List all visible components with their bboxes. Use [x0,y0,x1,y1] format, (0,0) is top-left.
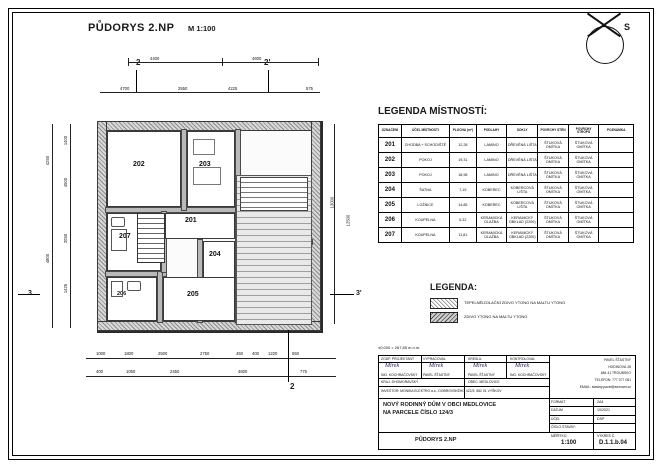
name-drawn: PAVEL ŠŤASTNÝ [423,373,450,377]
dim-top-outer-0: 4400 [150,56,160,61]
cell-skirting: KERAMICKÝ OBKLAD (2200) [507,213,538,228]
cell-walls: ŠTUKOVÁ OMÍTKA [538,228,569,243]
dim-bottom2-2: 2450 [170,369,180,374]
legend-swatch-masonry [430,312,458,323]
dim-bottom-1: 1800 [124,351,134,356]
value-date: 10/2021 [597,408,610,412]
th-walls: POVRCHY STĚN [538,125,569,138]
cell-walls: ŠTUKOVÁ OMÍTKA [538,213,569,228]
legend-swatch-insulating-masonry [430,298,458,309]
label-project-no: ČÍSLO STAVBY: [551,425,576,429]
legend-label-0: TEPELNĚIZOLAČNÍ ZDIVO YTONG NA MALTU YTONG [464,300,566,305]
dim-left-inner-0: 1400 [63,135,69,146]
label-purpose: ÚČEL [551,417,561,421]
cell-ceiling: ŠTUKOVÁ OMÍTKA [568,168,599,183]
cell-floor: KERAMICKÁ DLAŽBA [476,213,507,228]
th-note: POZNÁMKA [599,125,634,138]
dim-bottom-5: 400 [252,351,259,356]
cell-note [599,138,634,153]
dim-line-bottom-1 [86,358,336,359]
title-block-right [549,398,635,449]
room-label-207: 207 [119,233,131,240]
cell-code: 203 [379,168,402,183]
cell-name: LOŽNICE [401,198,449,213]
cell-floor: KOBEREC [476,198,507,213]
cell-area: 12,28 [450,138,477,153]
dim-bottom-7: 650 [292,351,299,356]
rooms-legend-table [378,124,634,243]
drawing-title-cell [379,432,549,449]
name-designer: ING. KOCHRAČOVSKÝ [381,373,418,377]
cell-area: 14,85 [450,198,477,213]
label-drew: KRESLIL [468,357,482,361]
dim-line-left-2 [70,124,71,328]
dim-line-top-2 [100,92,320,93]
value-drawing-number: D.1.1.b.04 [599,440,628,446]
cell-area: 11,81 [450,228,477,243]
th-ceiling: POVRCHY STROPŮ [568,125,599,138]
cell-area: 6,32 [450,213,477,228]
th-name: ÚČEL MÍSTNOSTI [401,125,449,138]
cell-walls: ŠTUKOVÁ OMÍTKA [538,183,569,198]
staircase [137,213,165,263]
cell-floor: KERAMICKÁ DLAŽBA [476,228,507,243]
plan-scale-label: M 1:100 [188,24,216,33]
exterior-stairs [240,177,308,211]
label-municipality: OBEC: MEDLOVICE [468,380,500,384]
cell-area: 7,15 [450,183,477,198]
room-204 [203,241,235,281]
table-row [379,183,634,198]
cell-floor: LAMINO [476,153,507,168]
table-row [379,213,634,228]
cell-code: 202 [379,153,402,168]
name-drew: PAVEL ŠŤASTNÝ [468,373,495,377]
dim-bottom2-1: 1050 [126,369,136,374]
cell-area: 18,98 [450,168,477,183]
cell-note [599,153,634,168]
value-format: 2A4 [597,400,604,404]
dim-line-bottom-2 [86,376,336,377]
label-designer: ZODP. PROJEKTANT [381,357,415,361]
dim-bottom-3: 2750 [200,351,210,356]
drawing-title: PŮDORYS 2.NP [415,437,457,443]
room-label-205: 205 [187,291,199,298]
cell-note [599,228,634,243]
legend-materials-title: LEGENDA: [430,282,477,292]
compass-letter: S [623,22,630,32]
dim-left-outer-0: 4250 [45,155,51,166]
dim-top-inner-0: 4700 [120,86,130,91]
dim-bottom-4: 450 [236,351,243,356]
cell-name: CHODBA + SCHODIŠTĚ [401,138,449,153]
cell-note [599,168,634,183]
cell-skirting: DŘEVĚNÁ LIŠTA [507,168,538,183]
cell-floor: LAMINO [476,138,507,153]
cell-note [599,183,634,198]
cell-skirting: DŘEVĚNÁ LIŠTA [507,153,538,168]
room-202 [107,131,181,207]
dim-top-outer-1: 4600 [252,56,262,61]
cell-name: ŠATNA [401,183,449,198]
value-scale: 1:100 [561,440,577,446]
office-street: HODINOVÁ 26 [608,365,631,369]
cell-walls: ŠTUKOVÁ OMÍTKA [538,168,569,183]
cell-skirting: KOBERCOVÁ LIŠTA [507,183,538,198]
dim-left-inner-1: 4500 [63,177,69,188]
dim-bottom-2: 2500 [158,351,168,356]
office-phone: TELEFON: 777 077 081 [594,378,631,382]
cell-code: 205 [379,198,402,213]
th-floor: PODLAHY [476,125,507,138]
north-compass-icon [578,22,630,74]
cell-code: 204 [379,183,402,198]
room-label-202: 202 [133,161,145,168]
label-date: DATUM [551,408,563,412]
cell-note [599,198,634,213]
room-label-201: 201 [185,217,197,224]
section-mark-2: 2 [136,58,141,67]
section-mark-2p: 2' [264,58,271,67]
page-title: PŮDORYS 2.NP [88,22,175,34]
cell-code: 206 [379,213,402,228]
project-title: NOVÝ RODINNÝ DŮM V OBCI MEDLOVICE NA PARCELE ČÍSLO 124/3 [383,402,497,416]
room-label-206: 206 [117,291,127,297]
room-205 [163,277,235,321]
label-investor: INVESTOR: MONIKA ELEKTRO a.s., DOBROVSKÉHO 422/3, 682 01 VYŠKOV [381,389,502,393]
cell-code: 201 [379,138,402,153]
cell-ceiling: ŠTUKOVÁ OMÍTKA [568,138,599,153]
dim-top-inner-2: 4225 [228,86,238,91]
dim-bottom2-4: 775 [300,369,307,374]
dim-line-top-1 [128,62,318,63]
label-drawing-number: VÝKRES Č. [597,434,616,438]
cell-floor: KOBEREC [476,183,507,198]
table-row [379,228,634,243]
dim-top-inner-1: 2550 [178,86,188,91]
office-email: EMAIL: stastny.pavel@seznam.cz [579,385,631,389]
cell-name: KOUPELNA [401,213,449,228]
cell-note [599,213,634,228]
section-mark-bottom-2: 2 [290,382,295,391]
dim-bottom-6: 1220 [268,351,278,356]
dim-bottom2-0: 400 [96,369,103,374]
dim-bottom2-3: 4600 [238,369,248,374]
cell-name: KOUPELNA [401,228,449,243]
table-header-row [379,125,634,138]
section-mark-3p: 3' [356,290,362,297]
cell-name: POKOJ [401,168,449,183]
cell-skirting: DŘEVĚNÁ LIŠTA [507,138,538,153]
cell-skirting: KERAMICKÝ OBKLAD (2200) [507,228,538,243]
cell-floor: LAMINO [476,168,507,183]
dim-bottom-0: 1000 [96,351,106,356]
label-format: FORMÁT [551,400,566,404]
table-row [379,138,634,153]
room-label-203: 203 [199,161,211,168]
room-label-204: 204 [209,251,221,258]
label-region: KRAJ: JIHOMORAVSKÝ [381,380,419,384]
cell-ceiling: ŠTUKOVÁ OMÍTKA [568,198,599,213]
dim-top-inner-3: 575 [306,86,313,91]
dim-left-inner-3: 1425 [63,283,69,294]
cell-walls: ŠTUKOVÁ OMÍTKA [538,198,569,213]
cell-walls: ŠTUKOVÁ OMÍTKA [538,153,569,168]
project-title-cell [379,398,550,433]
table-row [379,168,634,183]
cell-ceiling: ŠTUKOVÁ OMÍTKA [568,183,599,198]
cell-code: 207 [379,228,402,243]
legend-rooms-title: LEGENDA MÍSTNOSTÍ: [378,106,488,117]
th-skirting: SOKLY [507,125,538,138]
cell-ceiling: ŠTUKOVÁ OMÍTKA [568,228,599,243]
dim-right-0: 13000 [329,196,335,209]
th-code: OZNAČENÍ [379,125,402,138]
table-row [379,153,634,168]
label-drawn: VYPRACOVAL [423,357,446,361]
cell-walls: ŠTUKOVÁ OMÍTKA [538,138,569,153]
title-block [378,355,636,450]
legend-label-1: ZDIVO YTONG NA MALTU YTONG [464,314,528,319]
room-201 [165,213,235,239]
cell-ceiling: ŠTUKOVÁ OMÍTKA [568,213,599,228]
cell-skirting: KOBERCOVÁ LIŠTA [507,198,538,213]
office-name: PAVEL ŠŤASTNÝ [604,358,631,362]
dim-right-1: 12500 [345,214,351,227]
elevation-note: ±0,000 = 267,85 m n.m. [378,345,421,350]
dim-left-outer-1: 4800 [45,253,51,264]
table-row [379,198,634,213]
name-checked: ING. KOCHRAČOVSKÝ [510,373,547,377]
value-purpose: DSP [597,417,605,421]
cell-ceiling: ŠTUKOVÁ OMÍTKA [568,153,599,168]
title-block-top: ZODP. PROJEKTANT VYPRACOVAL KRESLIL KONTROLOVAL ING. KOCHRAČOVSKÝ PAVEL ŠŤASTNÝ PAVEL ŠŤASTNÝ ING. KOCHRAČOVSKÝ Mirek Mirek Mirek Mirek KRAJ: JIHOMORAVSKÝ OBEC: MEDLOVICE INVESTOR: MONIKA ELEKTRO a.s., DOBROVSKÉHO 422/3, 682 01 VYŠKOV PAVEL ŠŤASTNÝ HODINOVÁ 26 684 41 TROUBSKO TELEFON: 777 077 081 EMAIL: stastny.pavel@seznam.cz [379,356,635,399]
cell-name: POKOJ [401,153,449,168]
cell-area: 19,31 [450,153,477,168]
label-scale: MĚŘÍTKO: [551,434,568,438]
dim-left-inner-2: 2050 [63,233,69,244]
label-checked: KONTROLOVAL [510,357,536,361]
dim-line-left-1 [52,124,53,328]
th-area: PLOCHA (m²) [450,125,477,138]
office-city: 684 41 TROUBSKO [600,371,631,375]
